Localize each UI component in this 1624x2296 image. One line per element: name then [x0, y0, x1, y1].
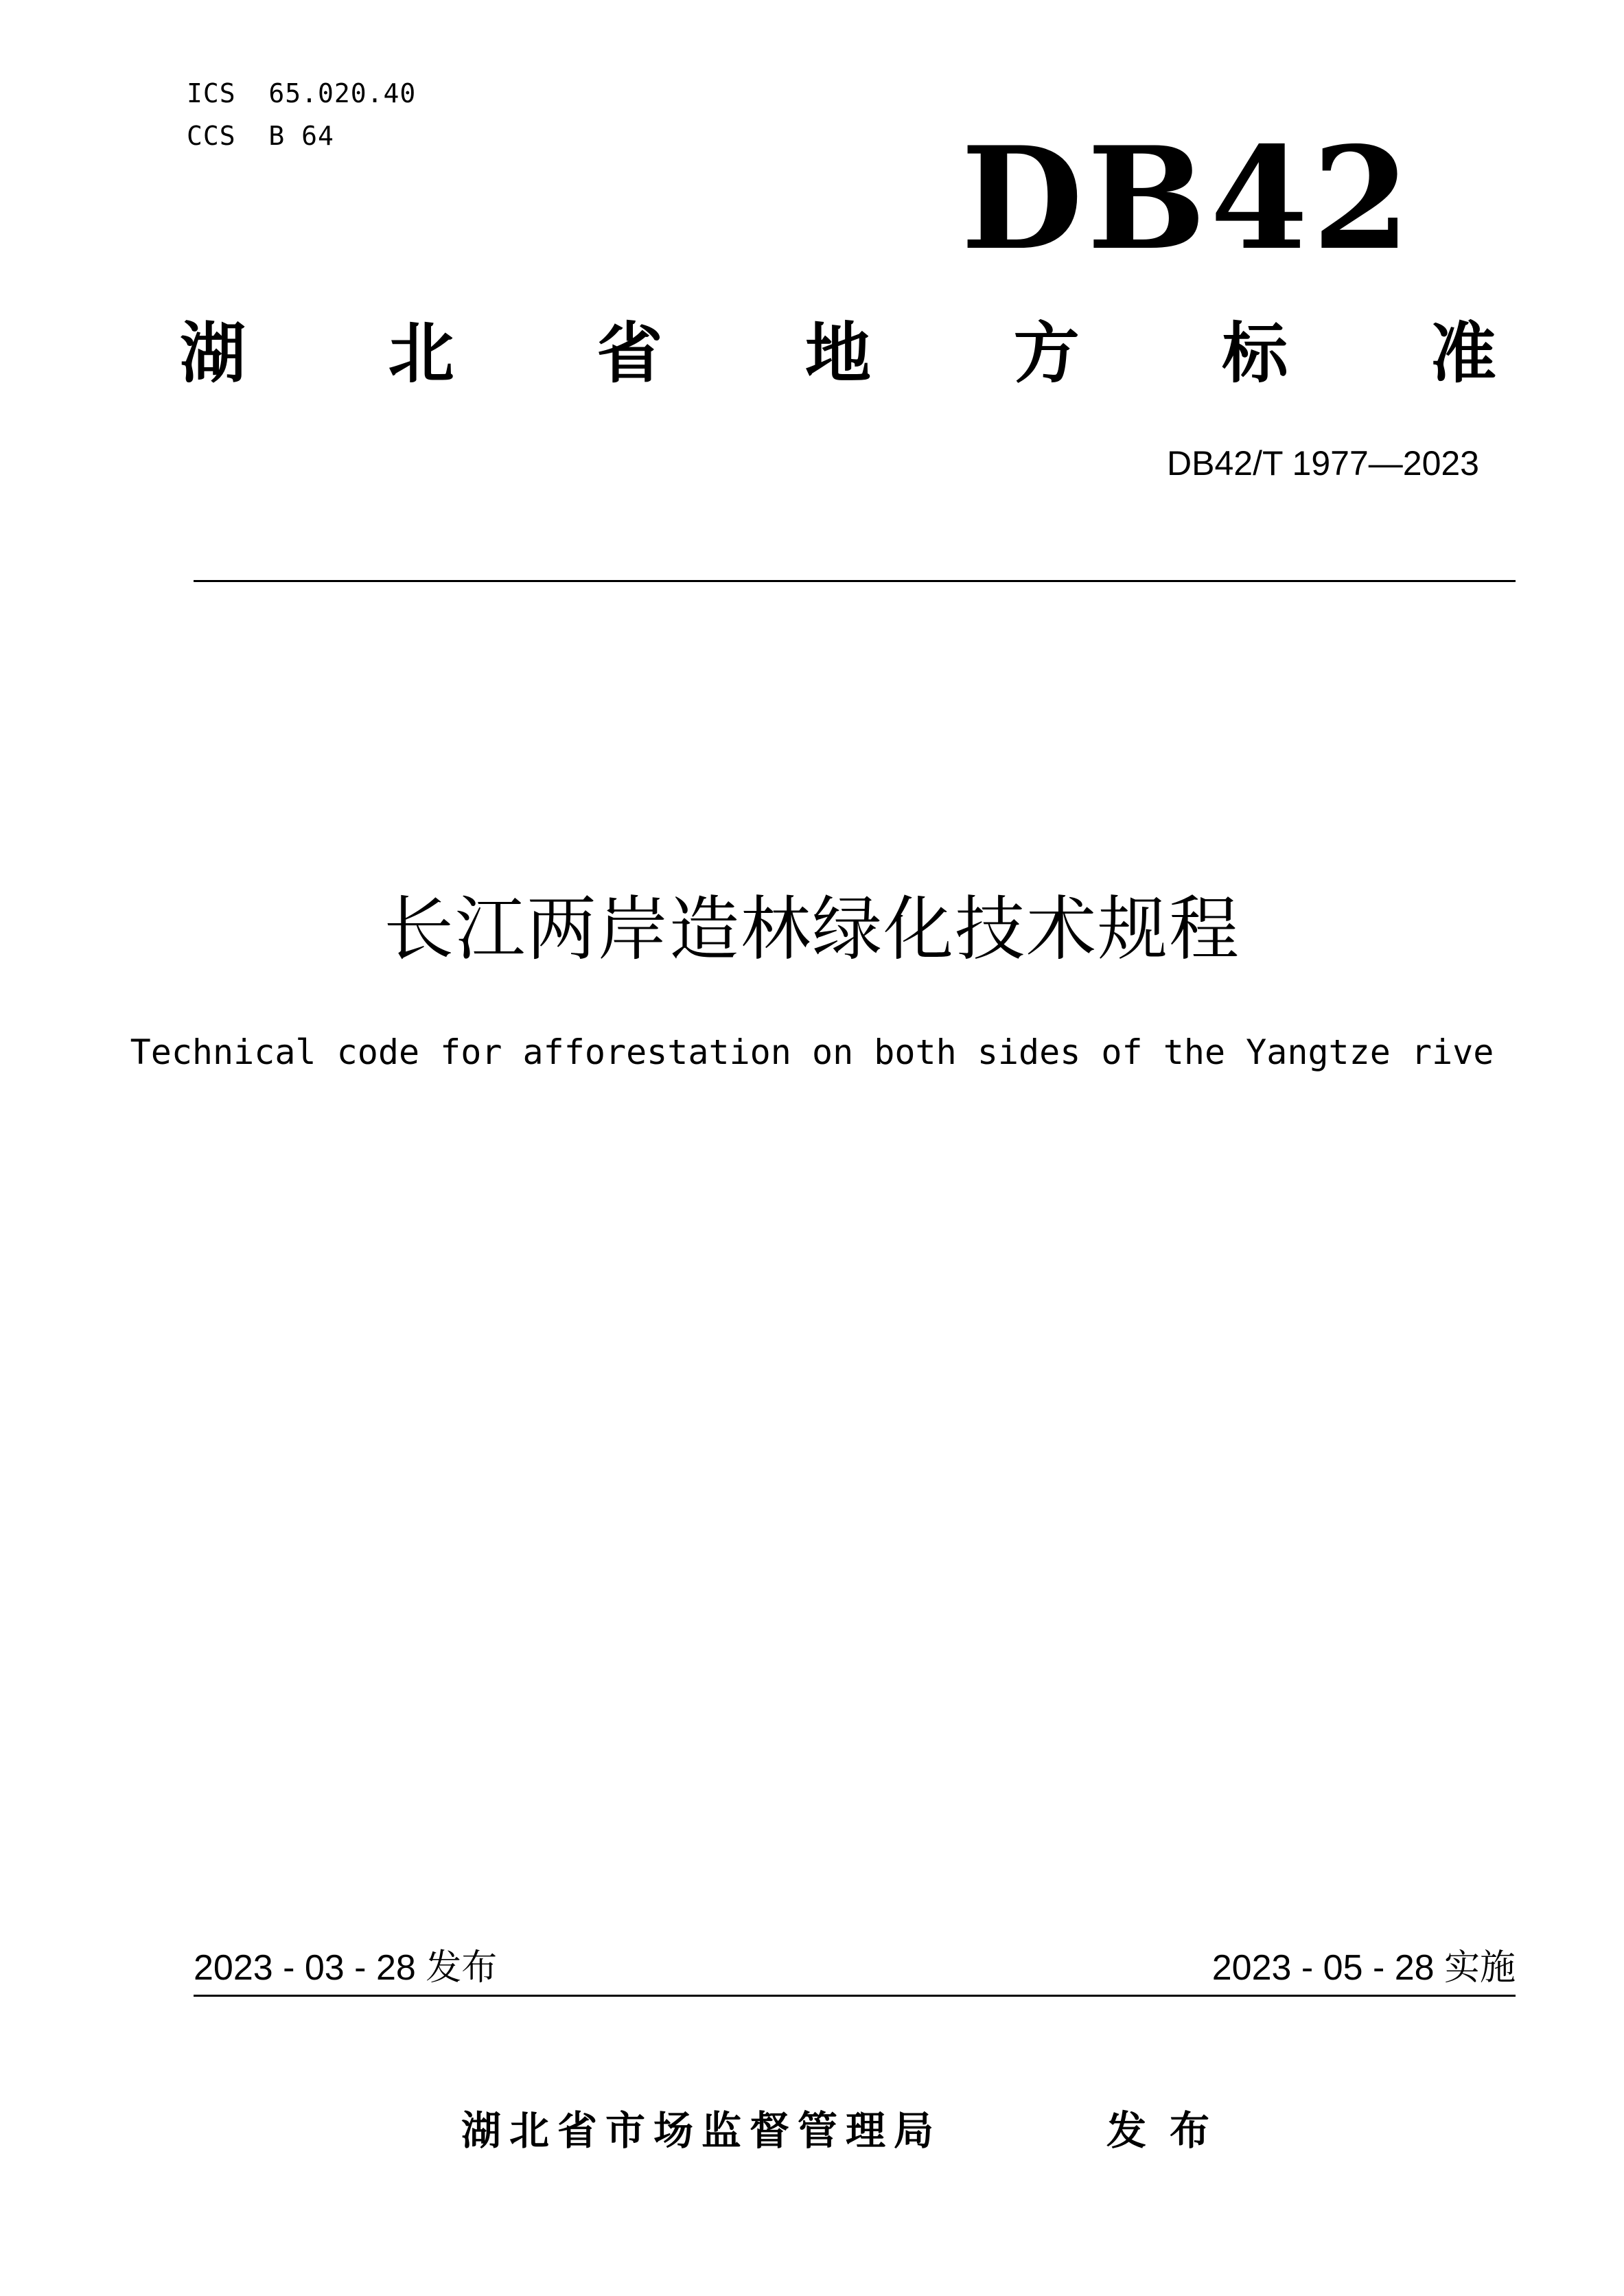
- standard-type-char: 北: [388, 315, 454, 392]
- standard-type-char: 标: [1222, 315, 1288, 392]
- title-english: Technical code for afforestation on both sides of the Yangtze rive: [130, 1032, 1494, 1072]
- issuer-name: 湖北省市场监督管理局: [461, 2107, 942, 2154]
- standard-logo: DB42: [961, 117, 1415, 281]
- implementation-date: 2023 - 05 - 28 实施: [1211, 1948, 1516, 1988]
- standard-type-heading: [180, 312, 1496, 395]
- standard-type-char: 地: [804, 315, 871, 392]
- title-chinese: 长江两岸造林绿化技术规程: [384, 889, 1240, 971]
- header-divider: [194, 580, 1516, 582]
- standard-type-char: 方: [1013, 315, 1080, 392]
- issuer-action: 发布: [1106, 2107, 1233, 2154]
- issue-date: 2023 - 03 - 28 发布: [194, 1948, 498, 1988]
- footer-divider: [194, 1995, 1516, 1997]
- ccs-code: CCS B 64: [187, 121, 334, 151]
- standard-type-char: 准: [1430, 315, 1496, 392]
- standard-number: DB42/T 1977—2023: [1167, 444, 1479, 483]
- standard-type-char: 湖: [180, 315, 246, 392]
- standard-type-char: 省: [596, 315, 663, 392]
- ics-code: ICS 65.020.40: [187, 78, 417, 108]
